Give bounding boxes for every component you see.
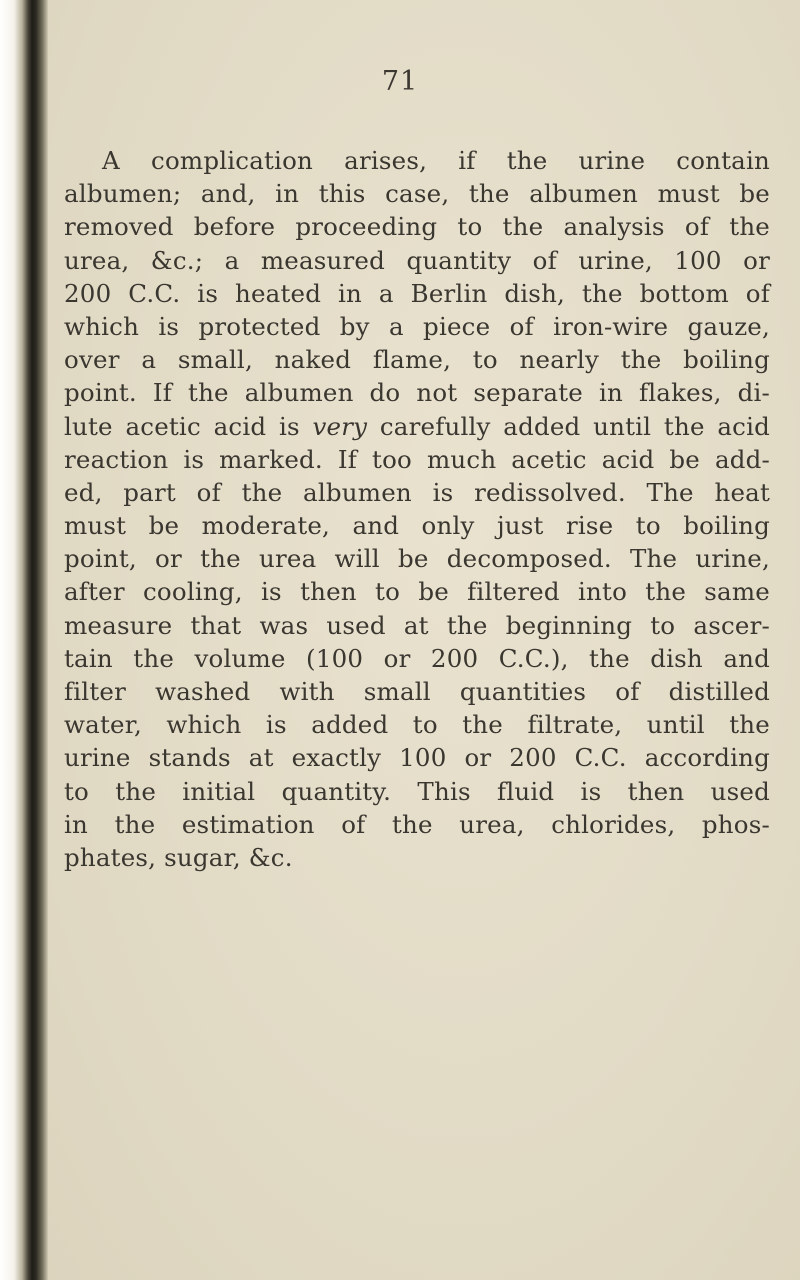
- text-line: point. If the albumen do not separate in flakes, di-: [64, 378, 770, 408]
- text-line: water, which is added to the filtrate, until the: [64, 710, 770, 740]
- text-segment: carefully added until the acid: [367, 411, 770, 441]
- text-line-with-emphasis: [64, 410, 770, 443]
- book-binding-gutter: [0, 0, 48, 1280]
- body-paragraph: [64, 144, 770, 874]
- text-line: reaction is marked. If too much acetic acid be add-: [64, 444, 770, 474]
- text-segment: lute acetic acid is: [64, 411, 313, 441]
- text-line: ed, part of the albumen is redissolved. The heat: [64, 477, 770, 507]
- text-line: over a small, naked flame, to nearly the boiling: [64, 345, 770, 375]
- emphasized-word: very: [312, 411, 368, 441]
- text-line: must be moderate, and only just rise to boiling: [64, 511, 770, 541]
- text-line: point, or the urea will be decomposed. The urine,: [64, 544, 770, 574]
- text-line: A complication arises, if the urine contain: [102, 146, 770, 175]
- text-line: urine stands at exactly 100 or 200 C.C. according: [64, 743, 770, 773]
- text-line: after cooling, is then to be filtered into the same: [64, 577, 770, 607]
- text-line: removed before proceeding to the analysis of the: [64, 212, 770, 242]
- text-line: albumen; and, in this case, the albumen must be: [64, 179, 770, 209]
- text-line: 200 C.C. is heated in a Berlin dish, the bottom of: [64, 278, 770, 308]
- text-line: filter washed with small quantities of distilled: [64, 677, 770, 706]
- text-line: tain the volume (100 or 200 C.C.), the dish and: [64, 643, 770, 673]
- text-line: phates, sugar, &c.: [64, 842, 293, 872]
- text-line: measure that was used at the beginning to ascer-: [64, 610, 770, 640]
- text-line: which is protected by a piece of iron-wire gauze,: [64, 311, 770, 341]
- page-number: 71: [381, 66, 419, 97]
- text-line: in the estimation of the urea, chlorides, phos-: [64, 809, 770, 839]
- text-line: urea, &c.; a measured quantity of urine, 100 or: [64, 245, 770, 275]
- text-line: to the initial quantity. This fluid is then used: [64, 776, 770, 806]
